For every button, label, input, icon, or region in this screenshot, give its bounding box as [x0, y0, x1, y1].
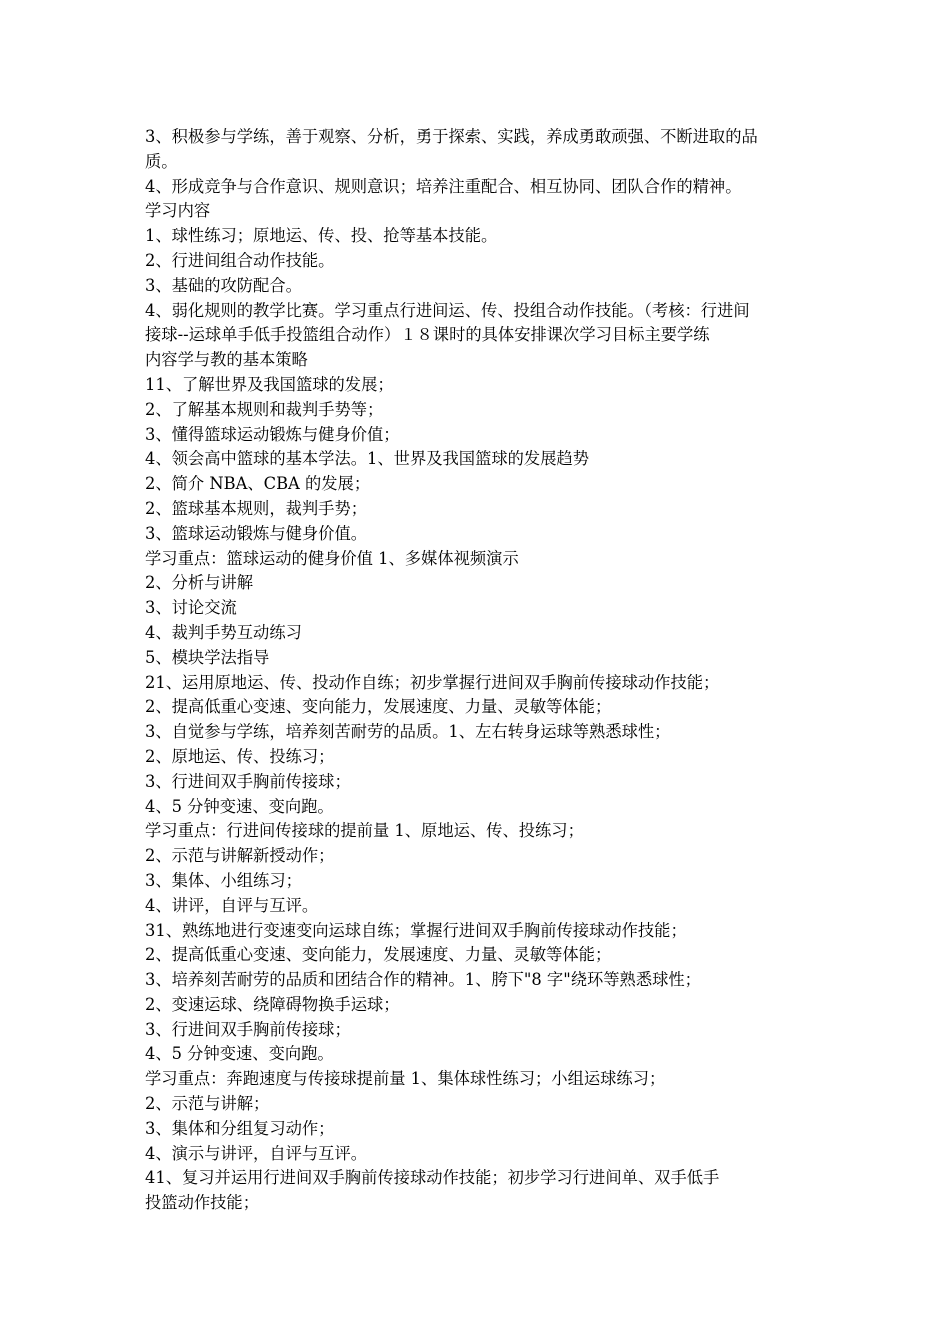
text-line: 2、行进间组合动作技能。	[145, 250, 335, 270]
text-line: 学习重点：奔跑速度与传接球提前量 1、集体球性练习；小组运球练习；	[145, 1069, 666, 1089]
text-line: 接球--运球单手低手投篮组合动作）１８课时的具体安排课次学习目标主要学练	[145, 325, 710, 345]
text-line: 学习重点：行进间传接球的提前量 1、原地运、传、投练习；	[145, 821, 584, 841]
text-line: 质。	[145, 151, 178, 171]
text-line: 4、5 分钟变速、变向跑。	[145, 796, 334, 816]
text-line: 投篮动作技能；	[145, 1193, 259, 1213]
text-line: 3、集体、小组练习；	[145, 870, 302, 890]
text-line: 2、变速运球、绕障碍物换手运球；	[145, 994, 400, 1014]
text-line: 3、自觉参与学练，培养刻苦耐劳的品质。1、左右转身运球等熟悉球性；	[145, 722, 671, 742]
text-line: 3、篮球运动锻炼与健身价值。	[145, 523, 368, 543]
text-line: 21、运用原地运、传、投动作自练；初步掌握行进间双手胸前传接球动作技能；	[145, 672, 720, 692]
section-heading: 学习内容	[145, 201, 211, 221]
text-line: 3、集体和分组复习动作；	[145, 1118, 335, 1138]
text-line: 11、了解世界及我国篮球的发展；	[145, 374, 394, 394]
text-line: 3、积极参与学练，善于观察、分析，勇于探索、实践，养成勇敢顽强、不断进取的品	[145, 127, 758, 146]
text-line: 3、行进间双手胸前传接球；	[145, 1019, 351, 1039]
text-line: 4、弱化规则的教学比赛。学习重点行进间运、传、投组合动作技能。（考核：行进间	[145, 300, 750, 320]
text-line: 41、复习并运用行进间双手胸前传接球动作技能；初步学习行进间单、双手低手	[145, 1168, 720, 1188]
text-line: 4、形成竞争与合作意识、规则意识；培养注重配合、相互协同、团队合作的精神。	[145, 176, 742, 196]
text-line: 4、领会高中篮球的基本学法。1、世界及我国篮球的发展趋势	[145, 449, 590, 469]
text-line: 4、5 分钟变速、变向跑。	[145, 1044, 334, 1064]
text-line: 4、演示与讲评，自评与互评。	[145, 1143, 368, 1163]
text-line: 3、培养刻苦耐劳的品质和团结合作的精神。1、胯下"8 字"绕环等熟悉球性；	[145, 970, 701, 990]
text-line: 2、了解基本规则和裁判手势等；	[145, 399, 384, 419]
text-line: 2、示范与讲解；	[145, 1094, 270, 1114]
text-line: 2、示范与讲解新授动作；	[145, 846, 335, 866]
document-body	[145, 125, 810, 1216]
text-line: 2、原地运、传、投练习；	[145, 746, 335, 766]
text-line: 2、提高低重心变速、变向能力，发展速度、力量、灵敏等体能；	[145, 697, 612, 717]
text-line: 3、行进间双手胸前传接球；	[145, 771, 351, 791]
text-line: 4、讲评，自评与互评。	[145, 895, 319, 915]
text-line: 内容学与教的基本策略	[145, 350, 308, 370]
text-line: 3、懂得篮球运动锻炼与健身价值；	[145, 424, 400, 444]
text-line: 2、篮球基本规则，裁判手势；	[145, 498, 368, 518]
text-line: 学习重点：篮球运动的健身价值 1、多媒体视频演示	[145, 548, 519, 568]
text-line: 3、基础的攻防配合。	[145, 275, 302, 295]
text-line: 5、模块学法指导	[145, 647, 270, 667]
text-line: 1、球性练习；原地运、传、投、抢等基本技能。	[145, 226, 498, 246]
text-line: 2、提高低重心变速、变向能力，发展速度、力量、灵敏等体能；	[145, 945, 612, 965]
text-line: 3、讨论交流	[145, 598, 237, 618]
text-line: 31、熟练地进行变速变向运球自练；掌握行进间双手胸前传接球动作技能；	[145, 920, 687, 940]
text-line: 2、分析与讲解	[145, 573, 254, 593]
text-line: 2、简介 NBA、CBA 的发展；	[145, 474, 371, 494]
text-line: 4、裁判手势互动练习	[145, 622, 302, 642]
